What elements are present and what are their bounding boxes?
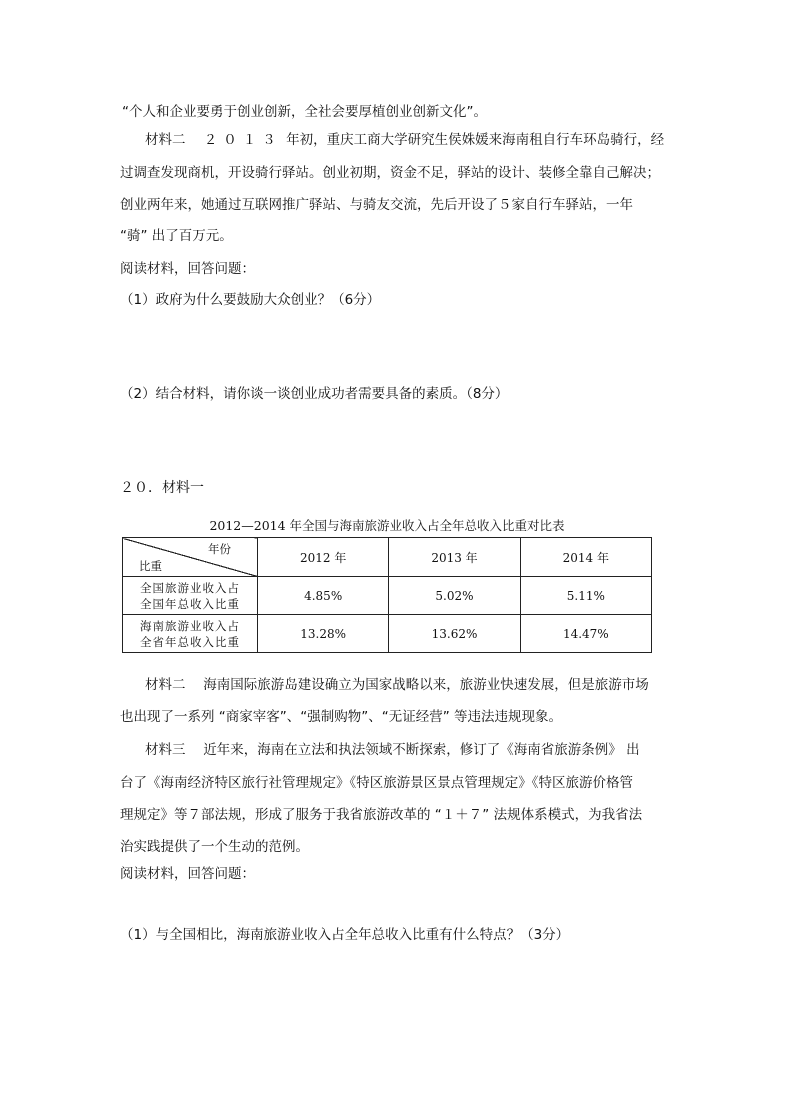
question-20-1: （1）与全国相比，海南旅游业收入占全年总收入比重有什么特点？（3分） [120, 927, 570, 943]
table-cell: 5.02% [389, 577, 520, 615]
row-header [123, 577, 258, 615]
data-table [122, 537, 652, 653]
table-cell: 4.85% [258, 577, 389, 615]
material-three-line-1: 材料三 近年来，海南在立法和执法领域不断探索，修订了《海南省旅游条例》 出 [145, 742, 640, 758]
table-row [123, 615, 652, 653]
quote-line: “个人和企业要勇于创业创新，全社会要厚植创业创新文化”。 [122, 104, 487, 120]
table-cell: 13.62% [389, 615, 520, 653]
table-corner-cell [123, 538, 258, 577]
read-instruction: 阅读材料，回答问题： [120, 261, 255, 277]
material-two-line-2: 过调查发现商机，开设骑行驿站。创业初期，资金不足，驿站的设计、装修全靠自己解决； [120, 165, 660, 181]
row-header-line: 全国年总收入比重 [140, 596, 240, 611]
table-title: 2012—2014 年全国与海南旅游业收入占全年总收入比重对比表 [209, 518, 565, 533]
material-two-line-1 [145, 130, 664, 150]
read-instruction-2: 阅读材料，回答问题： [120, 866, 255, 882]
material-two-line-4: “骑” 出了百万元。 [120, 228, 233, 244]
corner-label-ratio: 比重 [139, 559, 162, 573]
row-header-line: 全省年总收入比重 [140, 634, 240, 649]
table-cell: 13.28% [258, 615, 389, 653]
table-row [123, 577, 652, 615]
material-three-line-3: 理规定》等７部法规，形成了服务于我省旅游改革的 “１＋７” 法规体系模式，为我省法 [120, 807, 643, 823]
material-three-line-2: 台了《海南经济特区旅行社管理规定》《特区旅游景区景点管理规定》《特区旅游价格管 [120, 775, 633, 791]
column-header: 2012 年 [258, 538, 389, 577]
column-header: 2013 年 [389, 538, 520, 577]
year-text: ２０１３ [203, 132, 282, 148]
table-cell: 14.47% [520, 615, 651, 653]
material-two-b-line-1: 材料二 海南国际旅游岛建设确立为国家战略以来，旅游业快速发展，但是旅游市场 [145, 677, 649, 693]
question-20-heading: ２０．材料一 [120, 480, 204, 496]
column-header: 2014 年 [520, 538, 651, 577]
material-label: 材料二 [145, 132, 186, 148]
material-three-line-4: 治实践提供了一个生动的范例。 [120, 839, 309, 855]
row-header [123, 615, 258, 653]
table-cell: 5.11% [520, 577, 651, 615]
corner-label-year: 年份 [208, 542, 231, 556]
table-header-row [123, 538, 652, 577]
question-19-1: （1）政府为什么要鼓励大众创业？（6分） [120, 292, 381, 308]
material-text: 年初，重庆工商大学研究生侯姝媛来海南租自行车环岛骑行，经 [286, 132, 665, 148]
material-two-line-3: 创业两年来，她通过互联网推广驿站、与骑友交流，先后开设了５家自行车驿站，一年 [120, 197, 633, 213]
row-header-line: 海南旅游业收入占 [140, 618, 240, 633]
question-19-2: （2）结合材料，请你谈一谈创业成功者需要具备的素质。（8分） [120, 386, 509, 402]
row-header-line: 全国旅游业收入占 [140, 580, 240, 595]
material-two-b-line-2: 也出现了一系列 “商家宰客”、“强制购物”、“无证经营” 等违法违规现象。 [120, 709, 563, 725]
